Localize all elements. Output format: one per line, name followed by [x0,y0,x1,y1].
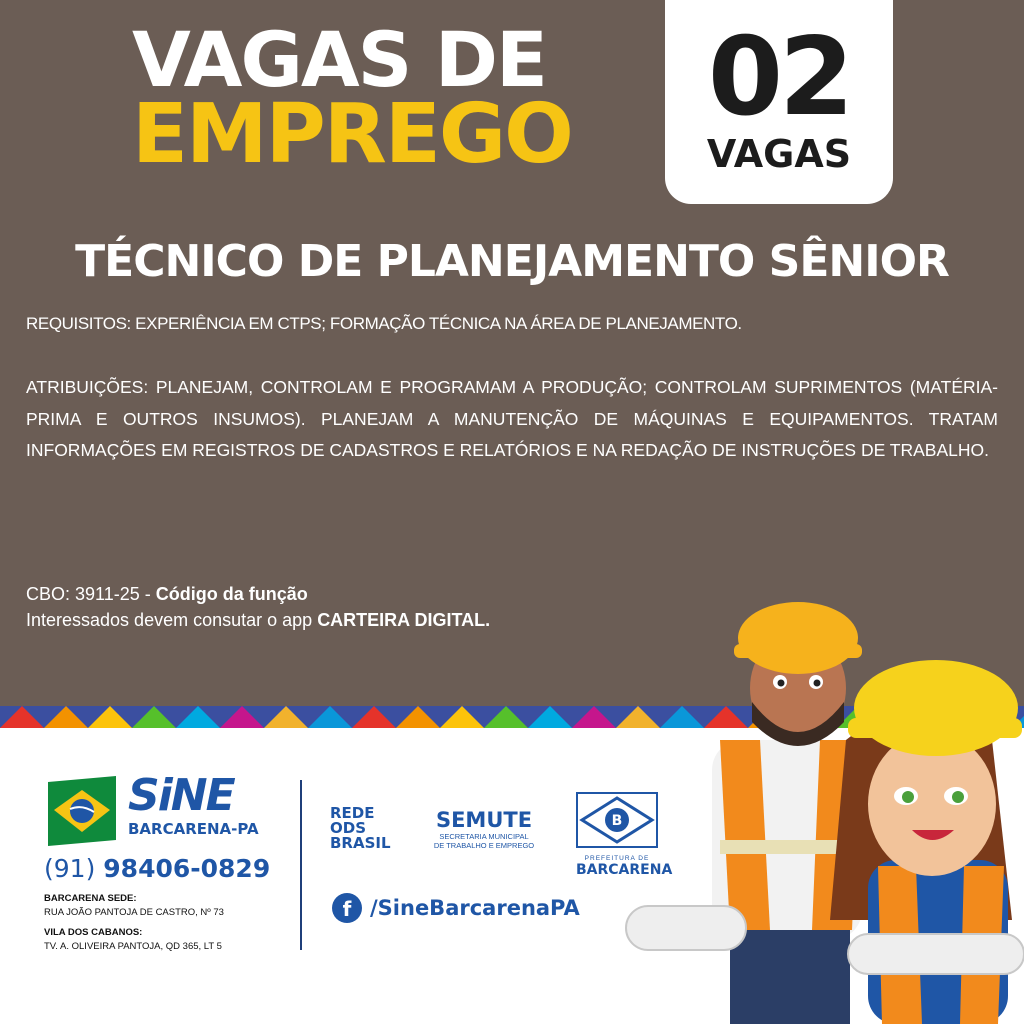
rede-line-3: BRASIL [330,834,391,852]
semute-line-2: DE TRABALHO E EMPREGO [433,841,535,850]
cbo-prefix: CBO: 3911-25 - [26,584,156,604]
headline-line-1: VAGAS DE [132,15,546,104]
cbo-code [26,584,308,605]
job-title: TÉCNICO DE PLANEJAMENTO SÊNIOR [75,236,949,287]
headline [132,15,572,182]
headline-line-2: EMPREGO [132,87,572,182]
sine-city: BARCARENA-PA [128,820,259,838]
facebook-icon: f [332,893,362,923]
address-text-2: TV. A. OLIVEIRA PANTOJA, QD 365, LT 5 [44,941,222,952]
phone-area: (91) [44,854,96,883]
address-text-1: RUA JOÃO PANTOJA DE CASTRO, Nº 73 [44,907,224,918]
interest-emphasis: CARTEIRA DIGITAL. [317,610,491,630]
prefeitura-city: BARCARENA [576,862,673,878]
phone-number[interactable] [44,854,270,883]
address-heading-1: BARCARENA SEDE: [44,893,137,904]
prefeitura-label: PREFEITURA DE [584,855,650,862]
vacancy-label: VAGAS [706,132,852,176]
address-heading-2: VILA DOS CABANOS: [44,927,143,938]
vacancy-count: 02 [707,15,851,140]
rede-ods-logo [330,806,391,851]
interest-note [26,610,490,631]
facebook-link[interactable] [332,893,580,923]
semute-line-1: SECRETARIA MUNICIPAL [439,832,529,841]
rede-line-2: ODS [330,819,367,837]
interest-prefix: Interessados devem consutar o app [26,610,318,630]
semute-name: SEMUTE [435,808,533,832]
phone-digits: 98406-0829 [103,854,271,883]
vacancy-count-badge [665,0,893,204]
facebook-handle: /SineBarcarenaPA [370,896,580,920]
rede-line-1: REDE [330,804,375,822]
sine-logo-word: SiNE [128,770,234,821]
svg-text:B: B [611,813,623,829]
workers-illustration [620,590,1024,1024]
job-duties: ATRIBUIÇÕES: PLANEJAM, CONTROLAM E PROGRAMAM A PRODUÇÃO; CONTROLAM SUPRIMENTOS (MATÉRIA-PRIMA E OUTROS INSUMOS). PLANEJAM A MANUTENÇÃO DE MÁQUINAS E EQUIPAMENTOS. TRATAM INFORMAÇÕES EM REGISTROS DE CADASTROS E RELATÓRIOS E NA REDAÇÃO DE INSTRUÇÕES DE TRABALHO. [26,377,998,460]
footer-divider [300,780,302,950]
cbo-emphasis: Código da função [155,584,308,604]
job-requirements: REQUISITOS: EXPERIÊNCIA EM CTPS; FORMAÇÃO TÉCNICA NA ÁREA DE PLANEJAMENTO. [26,314,742,333]
semute-logo [426,808,542,850]
